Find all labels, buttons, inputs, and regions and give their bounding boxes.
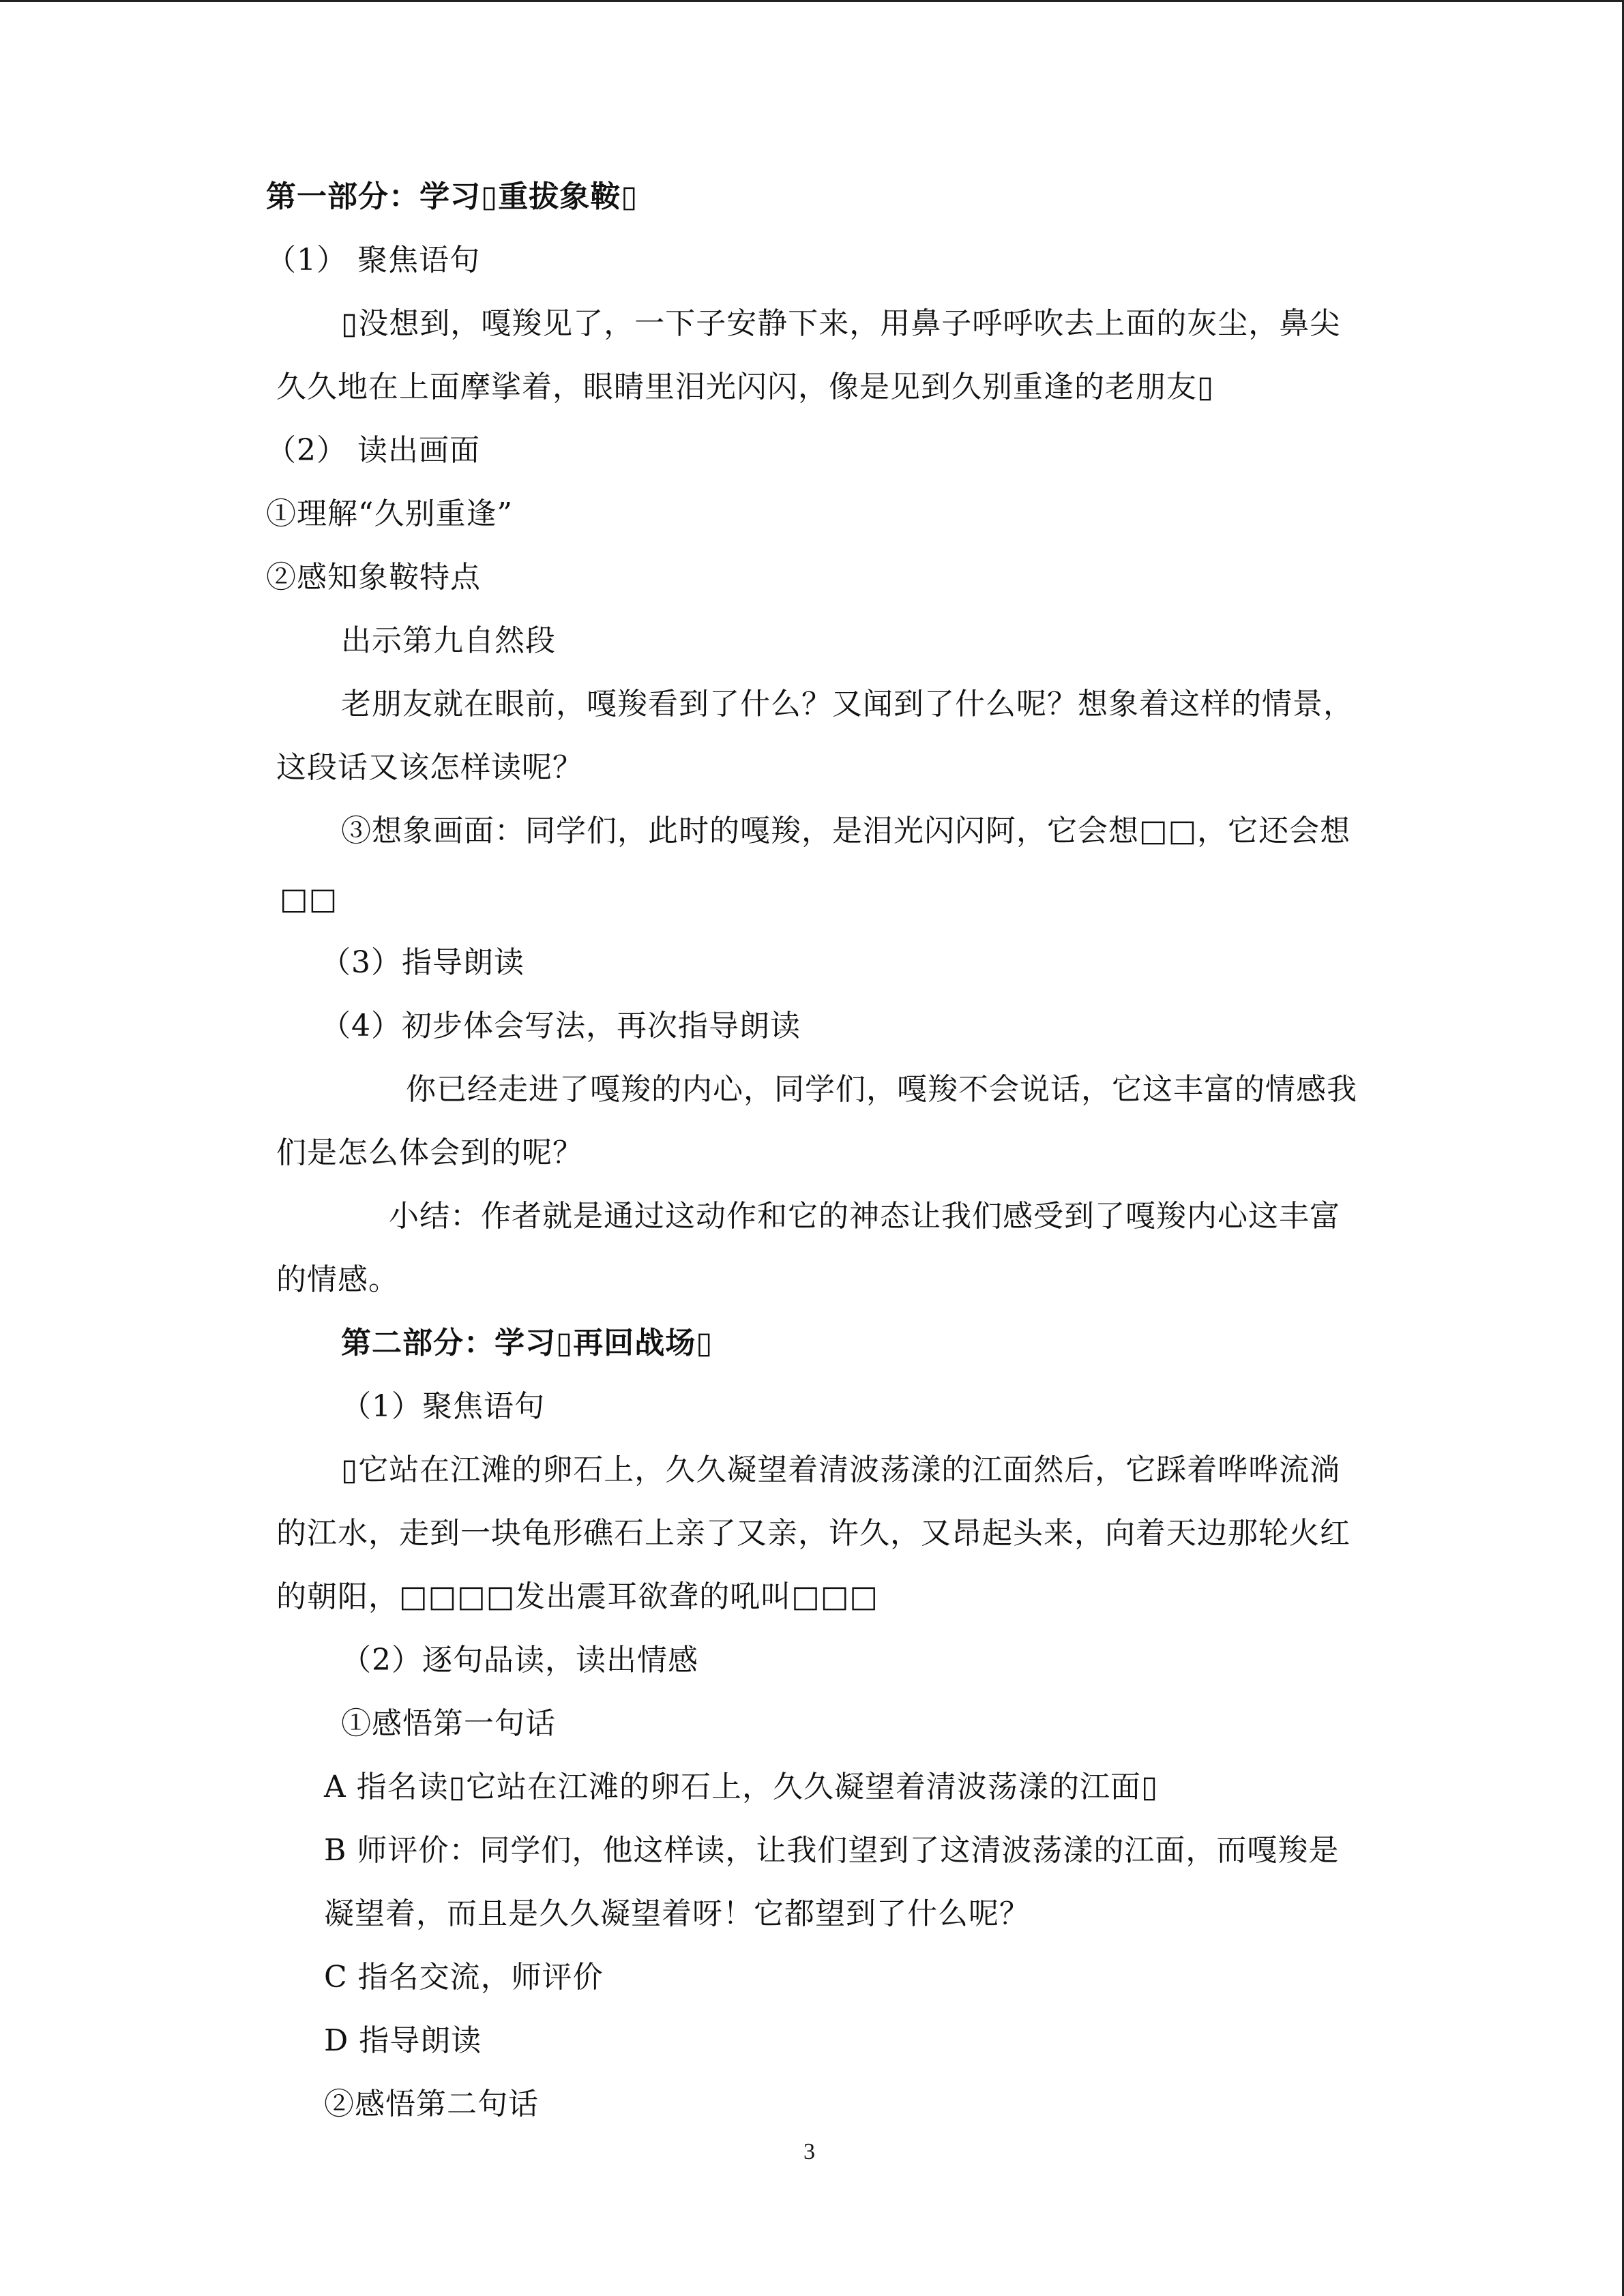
text-line: （1）聚焦语句 [341,1389,545,1424]
page-number: 3 [803,2139,815,2164]
text-line: C 指名交流，师评价 [324,1960,604,1995]
text-line: ▯它站在江滩的卵石上，久久凝望着清波荡漾的江面然后，它踩着哗哗流淌 [341,1452,1341,1487]
text-line: □□ [280,882,338,916]
text-line: 出示第九自然段 [341,623,556,658]
text-line: 凝望着，而且是久久凝望着呀！它都望到了什么呢？ [324,1896,1030,1931]
text-line: 的江水，走到一块龟形礁石上亲了又亲，许久，又昂起头来，向着天边那轮火红 [276,1516,1350,1551]
text-line: 们是怎么体会到的呢？ [276,1135,583,1170]
text-line: A 指名读▯它站在江滩的卵石上，久久凝望着清波荡漾的江面▯ [324,1770,1159,1804]
text-line: 的朝阳，□□□□发出震耳欲聋的吼叫□□□ [276,1579,879,1614]
text-line: （2）逐句品读，读出情感 [341,1643,698,1678]
text-line: （4）初步体会写法，再次指导朗读 [321,1009,801,1043]
text-line: 的情感。 [276,1262,399,1297]
text-line: 你已经走进了嘎羧的内心，同学们，嘎羧不会说话，它这丰富的情感我 [406,1072,1357,1107]
text-line: ①理解“久别重逢” [266,496,513,531]
text-line: （2） 读出画面 [266,433,480,468]
text-line: ▯没想到，嘎羧见了，一下子安静下来，用鼻子呼呼吹去上面的灰尘，鼻尖 [341,306,1341,341]
text-line: （1） 聚焦语句 [266,243,480,278]
text-line: 老朋友就在眼前，嘎羧看到了什么？又闻到了什么呢？想象着这样的情景， [341,687,1354,721]
text-line: 久久地在上面摩挲着，眼睛里泪光闪闪，像是见到久别重逢的老朋友▯ [276,370,1215,404]
text-line: D 指导朗读 [324,2023,482,2058]
text-line: 这段话又该怎样读呢？ [276,750,583,785]
text-line: B 师评价：同学们，他这样读，让我们望到了这清波荡漾的江面，而嘎羧是 [324,1833,1340,1868]
text-line: 小结：作者就是通过这动作和它的神态让我们感受到了嘎羧内心这丰富 [389,1199,1340,1234]
text-line: ②感知象鞍特点 [266,560,481,595]
text-line: ①感悟第一句话 [341,1706,556,1741]
text-line: （3）指导朗读 [321,945,525,980]
text-line: ②感悟第二句话 [324,2087,539,2121]
section-heading-part-one: 第一部分：学习▯重拔象鞍▯ [266,179,638,214]
section-heading-part-two: 第二部分：学习▯再回战场▯ [341,1326,713,1360]
text-line: ③想象画面：同学们，此时的嘎羧，是泪光闪闪阿，它会想□□，它还会想 [341,814,1351,848]
